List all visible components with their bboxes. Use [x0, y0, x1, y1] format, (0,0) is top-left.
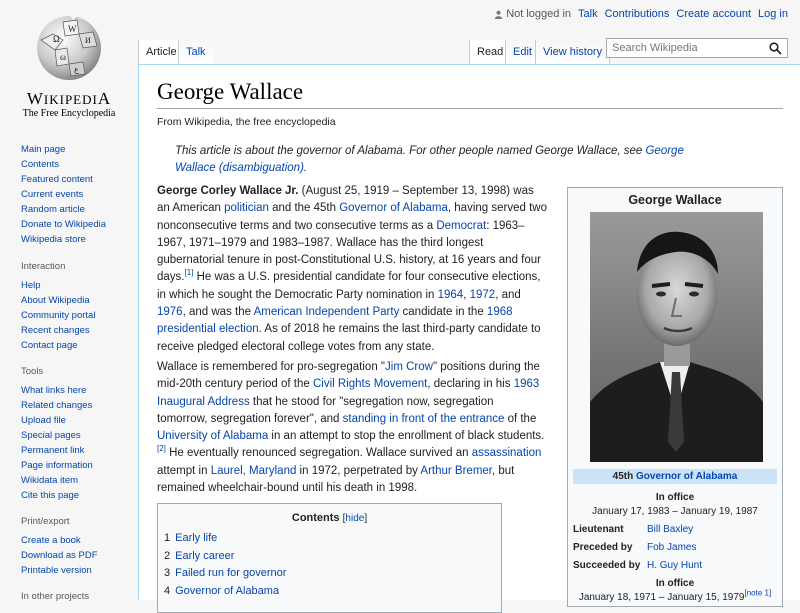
link-1976[interactable]: 1976 [157, 306, 183, 319]
stand-entrance-link[interactable]: standing in front of the entrance [342, 412, 505, 425]
sidebar-interaction-item [21, 323, 138, 338]
governor-office-link[interactable]: Governor of Alabama [636, 471, 738, 482]
logo-wordmark: WIKIPEDIA [26, 89, 112, 108]
content [138, 64, 800, 603]
sidebar-tools-item [21, 488, 138, 503]
interaction-heading: Interaction [21, 261, 66, 272]
site-tagline: From Wikipedia, the free encyclopedia [157, 116, 336, 128]
jim-crow-link[interactable]: Jim Crow [385, 361, 433, 373]
sidebar-interaction-contact-page-link[interactable]: Contact page [21, 340, 78, 351]
sidebar-tools-upload-file-link[interactable]: Upload file [21, 415, 66, 426]
svg-text:И: И [85, 36, 91, 45]
sidebar-nav-main-page-link[interactable]: Main page [21, 144, 66, 155]
sidebar-interaction-recent-changes-link[interactable]: Recent changes [21, 325, 90, 336]
tools-heading: Tools [21, 366, 44, 377]
personal-tools [494, 8, 788, 20]
nav-portal [21, 142, 138, 247]
sidebar-nav-featured-content-link[interactable]: Featured content [21, 174, 93, 185]
sidebar-tools-item [21, 443, 138, 458]
toc-item[interactable] [164, 548, 501, 566]
other-projects-heading: In other projects [21, 591, 90, 602]
toc-item-number: 3 [164, 567, 171, 579]
democrat-link[interactable]: Democrat [436, 219, 487, 232]
table-of-contents [157, 503, 502, 613]
sidebar-tools-permanent-link-link[interactable]: Permanent link [21, 445, 85, 456]
infobox [567, 187, 783, 607]
sidebar-tools-wikidata-item-link[interactable]: Wikidata item [21, 475, 79, 486]
talk-link[interactable]: Talk [578, 8, 598, 20]
term-dates-1: January 17, 1983 – January 19, 1987 [592, 506, 758, 517]
sidebar-tools-page-information-link[interactable]: Page information [21, 460, 93, 471]
sidebar-print-download-as-pdf-link[interactable]: Download as PDF [21, 550, 98, 561]
sidebar-interaction-item [21, 278, 138, 293]
toc-item-label[interactable]: Failed run for governor [175, 567, 287, 579]
page-title: George Wallace [157, 79, 304, 104]
inaugural-address-link[interactable]: 1963 Inaugural Address [157, 378, 540, 408]
sidebar-print-create-a-book-link[interactable]: Create a book [21, 535, 81, 546]
sidebar-interaction-item [21, 338, 138, 353]
sidebar-print-item [21, 548, 138, 563]
not-logged-in: Not logged in [494, 8, 571, 20]
in-office-label-2: In office [655, 578, 695, 589]
tab-article[interactable]: Article [138, 40, 184, 64]
toc-item-label[interactable]: Early career [175, 549, 235, 562]
sidebar-tools-item [21, 398, 138, 413]
print-list [21, 533, 138, 578]
sidebar-nav-random-article-link[interactable]: Random article [21, 204, 85, 215]
assassination-link[interactable]: assassination [471, 447, 542, 460]
nav-list [21, 142, 138, 247]
toc-item-number: 4 [164, 584, 171, 597]
sidebar-tools-related-changes-link[interactable]: Related changes [21, 400, 93, 411]
toc-item-number: 1 [164, 532, 171, 544]
infobox-row-preceded: Preceded by Fob James [573, 542, 697, 553]
sidebar-tools-item [21, 458, 138, 473]
tools-portal [21, 366, 138, 503]
sidebar-print-printable-version-link[interactable]: Printable version [21, 565, 92, 576]
title-divider [157, 108, 783, 109]
search-box [606, 38, 788, 58]
intro-paragraph-2: Wallace is remembered for pro-segregation "Jim Crow" positions during the mid-20th century period of the Civil Rights Movement, declaring in his 1963 Inaugural Address that he stood for "segregation now, segregation tomorrow, segregation forever", and standing in front of the entrance of the University of Alabama in an attempt to stop the enrollment of black students.[2] He eventually renounced segregation. Wallace survived an assassination attempt in Laurel, Maryland in 1972, perpetrated by Arthur Bremer, but remained wheelchair-bound until his death in 1998. [157, 361, 545, 495]
arthur-bremer-link[interactable]: Arthur Bremer [420, 464, 492, 477]
sidebar-tools-item [21, 473, 138, 488]
print-heading: Print/export [21, 516, 70, 527]
contributions-link[interactable]: Contributions [604, 8, 670, 20]
sidebar-print-item [21, 533, 138, 548]
portrait-image[interactable] [590, 212, 763, 462]
american-independent-party-link[interactable]: American Independent Party [253, 306, 400, 319]
logo-tagline: The Free Encyclopedia [22, 108, 116, 119]
toc-item[interactable] [164, 530, 501, 548]
sidebar-tools-cite-this-page-link[interactable]: Cite this page [21, 490, 80, 501]
wikipedia-globe-icon [33, 10, 105, 82]
disambiguation-link[interactable]: George Wallace (disambiguation) [175, 145, 684, 174]
sidebar-nav-item [21, 232, 138, 247]
tab-talk[interactable]: Talk [178, 40, 213, 64]
toc-item[interactable] [164, 583, 501, 601]
sidebar-nav-item [21, 187, 138, 202]
svg-text:Ω: Ω [53, 34, 60, 44]
sidebar [0, 142, 138, 608]
toc-list [164, 530, 501, 600]
university-alabama-link[interactable]: University of Alabama [157, 430, 269, 443]
sidebar-interaction-item [21, 308, 138, 323]
toc-header: Contents [hide] [291, 512, 368, 524]
sidebar-tools-special-pages-link[interactable]: Special pages [21, 430, 81, 441]
sidebar-tools-item [21, 428, 138, 443]
user-icon [494, 10, 503, 19]
civil-rights-link[interactable]: Civil Rights Movement [312, 378, 428, 391]
toc-item-label[interactable]: Early life [175, 532, 218, 544]
succeeded-by-link[interactable]: H. Guy Hunt [647, 560, 703, 571]
lieutenant-link[interactable]: Bill Baxley [647, 524, 694, 535]
sidebar-nav-item [21, 172, 138, 187]
politician-link[interactable]: politician [224, 202, 269, 215]
laurel-maryland-link[interactable]: Laurel, Maryland [210, 464, 297, 477]
search-input[interactable] [607, 42, 767, 54]
print-portal [21, 516, 138, 578]
sidebar-nav-item [21, 202, 138, 217]
term-dates-2: January 18, 1971 – January 15, 1979[note 1] [578, 588, 772, 603]
interaction-list [21, 278, 138, 353]
create-account-link[interactable]: Create account [676, 8, 752, 20]
other-projects-portal [21, 591, 138, 602]
toc-item-number: 2 [164, 549, 171, 562]
wikipedia-logo[interactable] [14, 10, 124, 122]
sidebar-interaction-item [21, 293, 138, 308]
sidebar-interaction-community-portal-link[interactable]: Community portal [21, 310, 96, 321]
in-office-label-1: In office [655, 492, 695, 503]
sidebar-tools-item [21, 383, 138, 398]
link-1972[interactable]: 1972 [469, 288, 496, 301]
sidebar-tools-what-links-here-link[interactable]: What links here [21, 385, 87, 396]
sidebar-interaction-help-link[interactable]: Help [21, 280, 41, 291]
reference-2[interactable]: [2] [157, 444, 166, 454]
sidebar-nav-item [21, 157, 138, 172]
toc-title: Contents [291, 512, 340, 524]
infobox-row-lieutenant: Lieutenant Bill Baxley [573, 524, 694, 535]
login-link[interactable]: Log in [758, 8, 788, 20]
svg-text:W: W [68, 24, 77, 34]
intro-paragraph-1: George Corley Wallace Jr. (August 25, 1919 – September 13, 1998) was an American politician and the 45th Governor of Alabama, having served two nonconsecutive terms and two consecutive terms as a Democrat: 1963–1967, 1971–1979 and 1983–1987. Wallace has the third longest gubernatorial tenure in post-Constitutional U.S. history, at 16 years and four days.[1] He was a U.S. presidential candidate for four consecutive elections, in which he sought the Democratic Party nomination in 1964, 1972, and 1976, and was the American Independent Party candidate in the 1968 presidential election. As of 2018 he remains the last third-party candidate to receive pledged electoral college votes from any state. [157, 185, 547, 353]
sidebar-nav-item [21, 217, 138, 232]
infobox-title: George Wallace [628, 193, 722, 207]
toc-hide-toggle[interactable]: hide [345, 513, 365, 524]
tab-view-history[interactable]: View history [535, 40, 610, 64]
preceded-by-link[interactable]: Fob James [647, 542, 697, 553]
sidebar-nav-donate-to-wikipedia-link[interactable]: Donate to Wikipedia [21, 219, 107, 230]
sidebar-interaction-about-wikipedia-link[interactable]: About Wikipedia [21, 295, 90, 306]
note-1-link[interactable]: [note 1] [744, 588, 772, 598]
sidebar-nav-wikipedia-store-link[interactable]: Wikipedia store [21, 234, 86, 245]
link-1964[interactable]: 1964 [437, 288, 464, 301]
sidebar-nav-current-events-link[interactable]: Current events [21, 189, 84, 200]
sidebar-nav-item [21, 142, 138, 157]
sidebar-print-item [21, 563, 138, 578]
sidebar-nav-contents-link[interactable]: Contents [21, 159, 60, 170]
hatnote: This article is about the governor of Alabama. For other people named George Wallace, see George Wallace (disambiguation). [175, 145, 684, 174]
toc-item[interactable] [164, 565, 501, 583]
tools-list [21, 383, 138, 503]
reference-1[interactable]: [1] [184, 268, 194, 278]
tab-read[interactable]: Read [469, 40, 510, 64]
svg-text:ع: ع [74, 65, 79, 74]
toc-item-label[interactable]: Governor of Alabama [175, 584, 280, 597]
tab-edit[interactable]: Edit [505, 40, 539, 64]
interaction-portal [21, 261, 138, 353]
election-1968-link[interactable]: 1968 presidential election [157, 306, 513, 336]
infobox-row-succeeded: Succeeded by H. Guy Hunt [573, 560, 703, 571]
svg-text:ω: ω [60, 52, 66, 62]
infobox-office-band: 45th Governor of Alabama [573, 469, 777, 484]
search-icon[interactable] [769, 42, 782, 55]
governor-link[interactable]: Governor of Alabama [339, 202, 448, 215]
sidebar-tools-item [21, 413, 138, 428]
